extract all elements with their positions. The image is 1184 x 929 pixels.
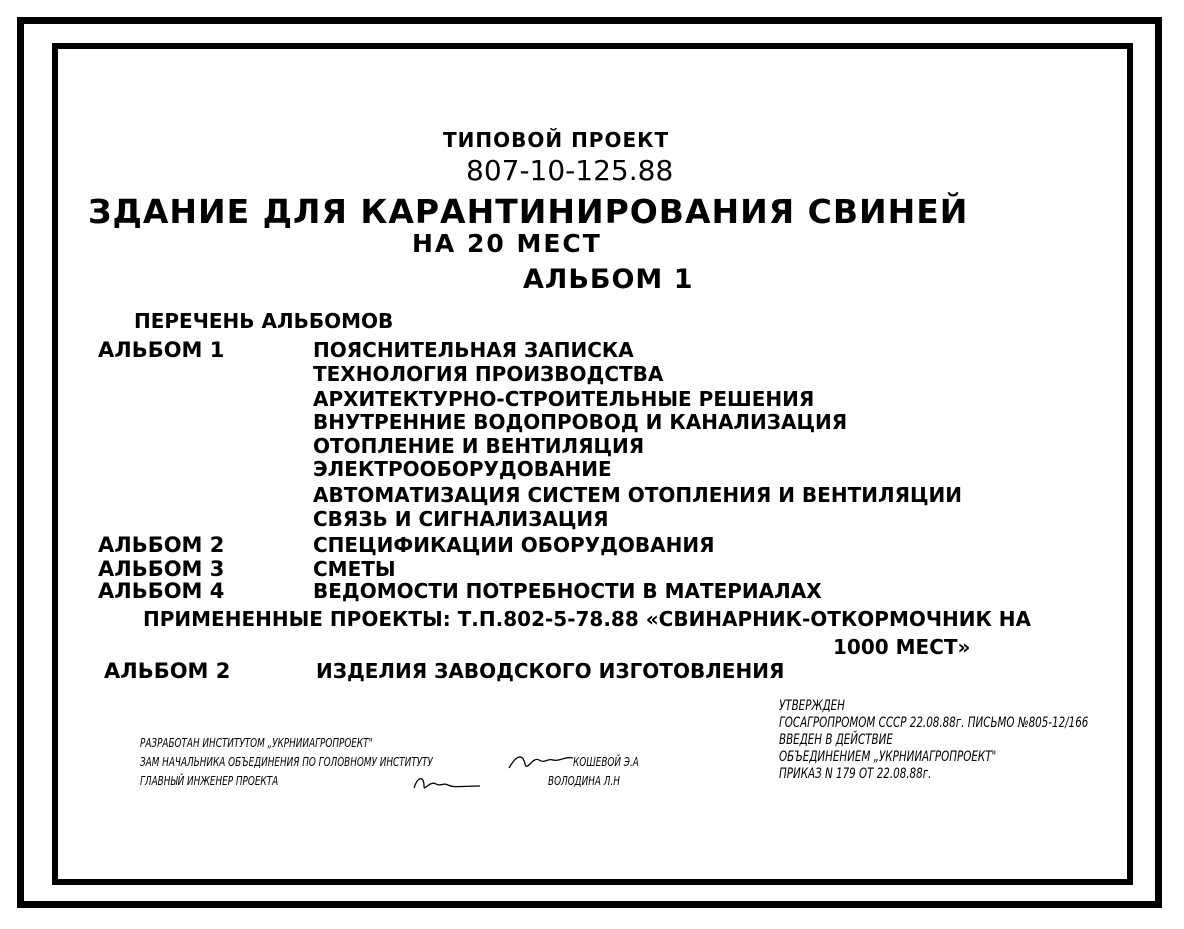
approval-line-5: ПРИКАЗ N 179 ОТ 22.08.88г. bbox=[779, 766, 932, 782]
list-item: СВЯЗЬ И СИГНАЛИЗАЦИЯ bbox=[313, 507, 609, 531]
document-subtitle: НА 20 МЕСТ bbox=[412, 229, 602, 258]
list-item: ОТОПЛЕНИЕ И ВЕНТИЛЯЦИЯ bbox=[313, 434, 645, 458]
deputy-role: ЗАМ НАЧАЛЬНИКА ОБЪЕДИНЕНИЯ ПО ГОЛОВНОМУ ИНСТИТУТУ bbox=[140, 755, 433, 769]
album-4-label: АЛЬБОМ 4 bbox=[98, 579, 225, 603]
album-number: АЛЬБОМ 1 bbox=[523, 264, 694, 295]
albums-list-heading: ПЕРЕЧЕНЬ АЛЬБОМОВ bbox=[134, 309, 394, 333]
album-1-label: АЛЬБОМ 1 bbox=[98, 338, 225, 362]
list-item: ЭЛЕКТРООБОРУДОВАНИЕ bbox=[313, 457, 612, 481]
list-item: СПЕЦИФИКАЦИИ ОБОРУДОВАНИЯ bbox=[313, 533, 715, 557]
album-2-label: АЛЬБОМ 2 bbox=[98, 533, 225, 557]
list-item: СМЕТЫ bbox=[313, 557, 396, 581]
approval-line-2: ГОСАГРОПРОМОМ СССР 22.08.88г. ПИСЬМО №805-12/166 bbox=[779, 715, 1089, 731]
chief-engineer-name: ВОЛОДИНА Л.Н bbox=[548, 774, 620, 788]
approval-line-1: УТВЕРЖДЕН bbox=[779, 698, 845, 714]
signature-icon bbox=[507, 750, 577, 774]
approval-line-3: ВВЕДЕН В ДЕЙСТВИЕ bbox=[779, 732, 893, 748]
applied-projects: ПРИМЕНЕННЫЕ ПРОЕКТЫ: Т.П.802-5-78.88 «СВИНАРНИК-ОТКОРМОЧНИК НА bbox=[143, 607, 1032, 631]
document-title: ЗДАНИЕ ДЛЯ КАРАНТИНИРОВАНИЯ СВИНЕЙ bbox=[88, 192, 969, 231]
deputy-name: КОШЕВОЙ Э.А bbox=[573, 755, 639, 769]
list-item: ТЕХНОЛОГИЯ ПРОИЗВОДСТВА bbox=[313, 362, 664, 386]
developed-by: РАЗРАБОТАН ИНСТИТУТОМ „УКРНИИАГРОПРОЕКТ" bbox=[140, 736, 373, 750]
applied-album-item: ИЗДЕЛИЯ ЗАВОДСКОГО ИЗГОТОВЛЕНИЯ bbox=[316, 659, 785, 683]
list-item: ВНУТРЕННИЕ ВОДОПРОВОД И КАНАЛИЗАЦИЯ bbox=[313, 410, 848, 434]
applied-album-label: АЛЬБОМ 2 bbox=[104, 659, 231, 683]
applied-projects-continued: 1000 МЕСТ» bbox=[833, 635, 971, 659]
list-item: АРХИТЕКТУРНО-СТРОИТЕЛЬНЫЕ РЕШЕНИЯ bbox=[313, 387, 815, 411]
project-type: ТИПОВОЙ ПРОЕКТ bbox=[443, 128, 670, 152]
list-item: ПОЯСНИТЕЛЬНАЯ ЗАПИСКА bbox=[313, 338, 634, 362]
list-item: АВТОМАТИЗАЦИЯ СИСТЕМ ОТОПЛЕНИЯ И ВЕНТИЛЯЦИИ bbox=[313, 483, 963, 507]
chief-engineer-role: ГЛАВНЫЙ ИНЖЕНЕР ПРОЕКТА bbox=[140, 774, 279, 788]
approval-line-4: ОБЪЕДИНЕНИЕМ „УКРНИИАГРОПРОЕКТ" bbox=[779, 749, 997, 765]
project-number: 807-10-125.88 bbox=[466, 154, 674, 187]
album-3-label: АЛЬБОМ 3 bbox=[98, 557, 225, 581]
list-item: ВЕДОМОСТИ ПОТРЕБНОСТИ В МАТЕРИАЛАХ bbox=[313, 579, 822, 603]
signature-icon bbox=[410, 772, 484, 796]
